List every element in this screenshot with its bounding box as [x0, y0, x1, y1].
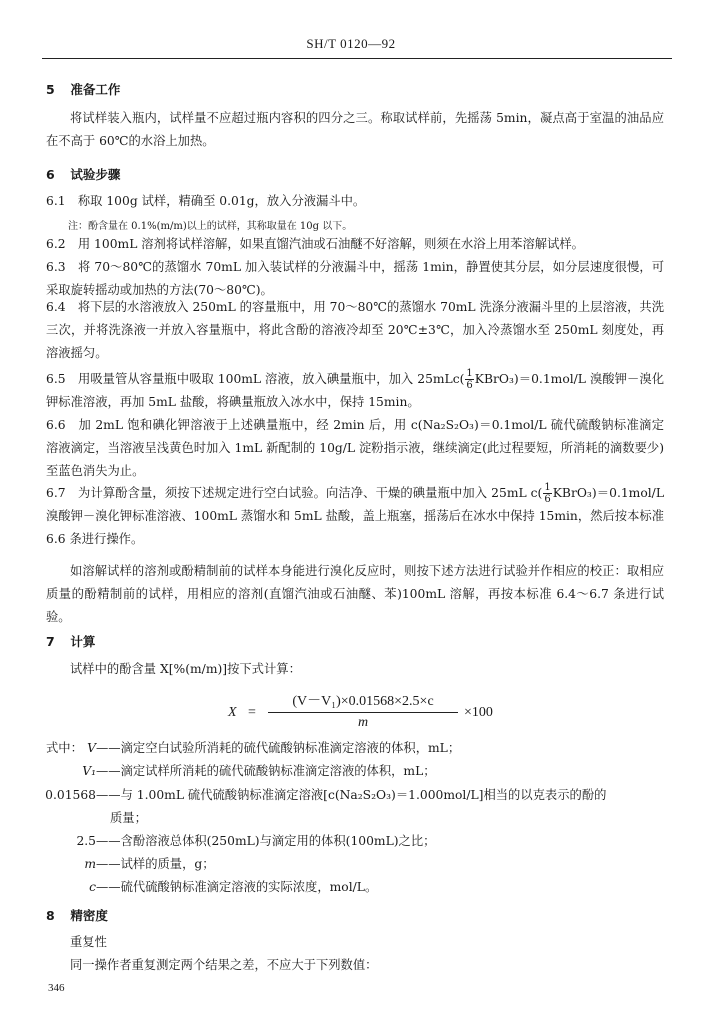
definition-symbol: V	[87, 741, 96, 755]
step-6-1-note: 注：酚含量在 0.1%(m/m)以上的试样，其称取量在 10g 以下。	[68, 221, 353, 232]
definition-text: ——含酚溶液总体积(250mL)与滴定用的体积(100mL)之比；	[96, 834, 436, 848]
formula-numerator: (V－V₁)×0.01568×2.5×c	[292, 694, 434, 709]
definition-text: ——滴定空白试验所消耗的硫代硫酸钠标准滴定溶液的体积，mL；	[96, 741, 461, 755]
definition-symbol: 2.5	[76, 834, 96, 848]
fraction-numerator: 1	[466, 368, 473, 379]
step-6-7-text-a: 6.7 为计算酚含量，须按下述规定进行空白试验。向洁净、干燥的碘量瓶中加入 25mL c(	[46, 486, 543, 500]
definition-text: ——与 1.00mL 硫代硫酸钠标准滴定溶液[c(Na₂S₂O₃)＝1.000mol/L]相当的以克表示的酚的	[96, 788, 607, 802]
formula-denominator: m	[357, 715, 369, 730]
section-5-title: 准备工作	[70, 82, 121, 97]
phenol-content-formula	[228, 690, 518, 736]
fraction-one-sixth	[543, 482, 551, 505]
calculation-intro: 试样中的酚含量 X[%(m/m)]按下式计算：	[70, 662, 301, 676]
repeatability-subheading: 重复性	[70, 935, 107, 949]
section-8-title: 精密度	[70, 908, 108, 923]
standard-code-header: SH/T 0120—92	[306, 36, 396, 51]
section-7-title: 计算	[70, 634, 96, 649]
section-5-number: 5	[46, 82, 55, 97]
repeatability-body: 同一操作者重复测定两个结果之差，不应大于下列数值：	[70, 958, 378, 972]
definition-row	[0, 876, 377, 899]
step-6-1: 6.1 称取 100g 试样，精确至 0.01g，放入分液漏斗中。	[46, 194, 366, 208]
definition-row	[0, 737, 460, 760]
section-6-heading	[46, 165, 120, 183]
step-6-2: 6.2 用 100mL 溶剂将试样溶解，如果直馏汽油或石油醚不好溶解，则须在水浴上用苯溶解试样。	[46, 237, 584, 251]
formula-tail: ×100	[464, 705, 493, 720]
section-8-number: 8	[46, 908, 55, 923]
correction-paragraph: 如溶解试样的溶剂或酚精制前的试样本身能进行溴化反应时，则按下述方法进行试验并作相应的校正：取相应质量的酚精制前的试样，用相应的溶剂(直馏汽油或石油醚、苯)100mL 溶解，再按本标准 6.4～6.7 条进行试验。	[46, 564, 664, 624]
step-6-5-text-b: KBrO₃)＝0.1mol/L 溴酸钾－溴化钾标准溶液，再加 5mL 盐酸，将碘量瓶放入冰水中，保持 15min。	[46, 372, 664, 409]
step-6-6: 6.6 加 2mL 饱和碘化钾溶液于上述碘量瓶中，经 2min 后，用 c(Na₂S₂O₃)＝0.1mol/L 硫代硫酸钠标准滴定溶液滴定，当溶液呈浅黄色时加入 1mL 新配制的 10g/L 淀粉指示液，继续滴定(此过程要短，所消耗的滴数要少)至蓝色消失为止。	[46, 418, 664, 478]
step-6-5	[46, 368, 664, 414]
fraction-numerator: 1	[544, 482, 551, 493]
step-6-4: 6.4 将下层的水溶液放入 250mL 的容量瓶中，用 70～80℃的蒸馏水 70mL 洗涤分液漏斗里的上层溶液，共洗三次，并将洗涤液一并放入容量瓶中，将此含酚的溶液冷却至 20℃±3℃，加入冷蒸馏水至 250mL 刻度处，再溶液摇匀。	[46, 300, 664, 360]
definition-symbol: V₁	[82, 764, 96, 778]
step-6-5-text-a: 6.5 用吸量管从容量瓶中吸取 100mL 溶液，放入碘量瓶中，加入 25mLc(	[46, 372, 465, 386]
step-6-7	[46, 482, 664, 551]
definition-row	[0, 830, 435, 853]
definition-row	[0, 853, 215, 876]
section-6-number: 6	[46, 167, 55, 182]
definition-symbol: c	[89, 880, 96, 894]
section-7-heading	[46, 632, 95, 650]
step-6-3: 6.3 将 70～80℃的蒸馏水 70mL 加入装试样的分液漏斗中，摇荡 1min，静置使其分层，如分层速度很慢，可采取旋转摇动或加热的方法(70～80℃)。	[46, 260, 664, 297]
formula-lhs: X	[228, 705, 237, 720]
fraction-one-sixth	[465, 368, 473, 391]
section-8-heading	[46, 906, 108, 924]
formula-fraction-bar	[268, 712, 458, 713]
fraction-denominator: 6	[466, 380, 473, 391]
definitions-prefix: 式中：	[46, 741, 83, 755]
definition-text: ——试样的质量，g；	[96, 857, 215, 871]
definition-row	[0, 784, 606, 807]
definition-symbol: 0.01568	[45, 788, 96, 802]
section-5-heading	[46, 80, 120, 98]
definition-symbol: m	[84, 857, 96, 871]
step-6-7-text-b: KBrO₃)＝0.1mol/L 溴酸钾－溴化钾标准溶液、100mL 蒸馏水和 5mL 盐酸，盖上瓶塞，摇荡后在冰水中保持 15min，然后按本标准 6.6 条进行操作。	[46, 486, 664, 546]
section-5-body: 将试样装入瓶内，试样量不应超过瓶内容积的四分之三。称取试样前，先摇荡 5min，凝点高于室温的油品应在不高于 60℃的水浴上加热。	[46, 111, 664, 148]
definition-text: ——滴定试样所消耗的硫代硫酸钠标准滴定溶液的体积，mL；	[96, 764, 436, 778]
formula-equals: =	[248, 705, 256, 720]
section-7-number: 7	[46, 634, 55, 649]
page-number: 346	[48, 982, 65, 994]
fraction-denominator: 6	[544, 494, 551, 505]
header-rule	[42, 58, 672, 59]
section-6-title: 试验步骤	[70, 167, 121, 182]
definition-text: ——硫代硫酸钠标准滴定溶液的实际浓度，mol/L。	[96, 880, 378, 894]
definition-row	[0, 760, 436, 783]
definition-continuation: 质量；	[110, 811, 147, 825]
